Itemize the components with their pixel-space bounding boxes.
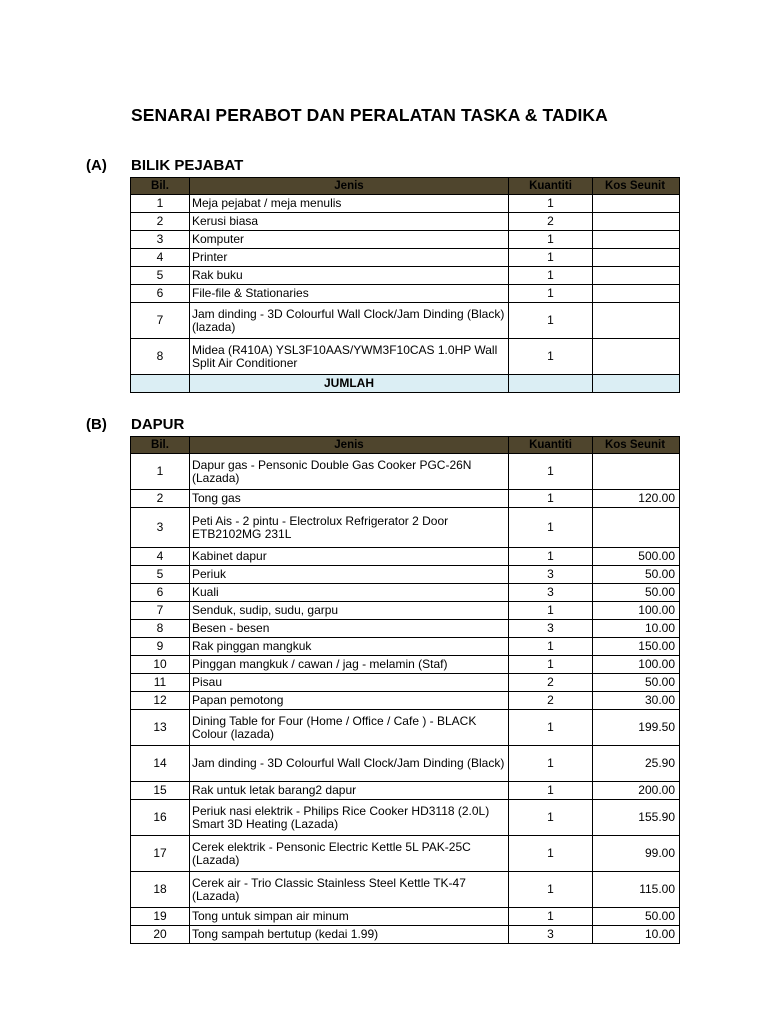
cell-jenis: Meja pejabat / meja menulis bbox=[190, 195, 509, 213]
cell-kos: 10.00 bbox=[593, 620, 680, 638]
cell-kuantiti: 1 bbox=[509, 195, 593, 213]
header-kuantiti: Kuantiti bbox=[509, 437, 593, 454]
cell-bil: 18 bbox=[131, 872, 190, 908]
cell-kuantiti: 1 bbox=[509, 638, 593, 656]
cell-kos: 200.00 bbox=[593, 782, 680, 800]
table-row bbox=[131, 249, 680, 267]
cell-bil: 2 bbox=[131, 213, 190, 231]
cell-bil: 10 bbox=[131, 656, 190, 674]
cell-kos: 199.50 bbox=[593, 710, 680, 746]
cell-jenis: Peti Ais - 2 pintu - Electrolux Refrigerator 2 Door ETB2102MG 231L bbox=[190, 508, 509, 548]
cell-jenis: Pisau bbox=[190, 674, 509, 692]
cell-bil: 19 bbox=[131, 908, 190, 926]
cell-jenis: Rak untuk letak barang2 dapur bbox=[190, 782, 509, 800]
cell-kos: 100.00 bbox=[593, 602, 680, 620]
cell-bil: 13 bbox=[131, 710, 190, 746]
cell-jenis: File-file & Stationaries bbox=[190, 285, 509, 303]
header-bil: Bil. bbox=[131, 437, 190, 454]
section-a-title: BILIK PEJABAT bbox=[131, 157, 244, 174]
cell-jenis: Kerusi biasa bbox=[190, 213, 509, 231]
header-bil: Bil. bbox=[131, 178, 190, 195]
cell-kos bbox=[593, 508, 680, 548]
cell-kos: 50.00 bbox=[593, 674, 680, 692]
cell-kuantiti: 1 bbox=[509, 454, 593, 490]
table-row bbox=[131, 231, 680, 249]
cell-jenis: Tong sampah bertutup (kedai 1.99) bbox=[190, 926, 509, 944]
cell-kos bbox=[593, 285, 680, 303]
cell-bil: 11 bbox=[131, 674, 190, 692]
cell-jenis: Dining Table for Four (Home / Office / Cafe ) - BLACK Colour (lazada) bbox=[190, 710, 509, 746]
cell-kuantiti: 1 bbox=[509, 656, 593, 674]
cell-kuantiti: 3 bbox=[509, 926, 593, 944]
cell-jenis: Printer bbox=[190, 249, 509, 267]
table-row bbox=[131, 195, 680, 213]
cell-jenis: Kuali bbox=[190, 584, 509, 602]
table-row bbox=[131, 454, 680, 490]
cell-kuantiti: 1 bbox=[509, 303, 593, 339]
table-header-row bbox=[131, 437, 680, 454]
cell-kuantiti: 1 bbox=[509, 782, 593, 800]
cell-kuantiti: 1 bbox=[509, 548, 593, 566]
cell-bil: 4 bbox=[131, 548, 190, 566]
cell-jenis: Senduk, sudip, sudu, garpu bbox=[190, 602, 509, 620]
cell-kos: 120.00 bbox=[593, 490, 680, 508]
table-row bbox=[131, 800, 680, 836]
cell-bil: 1 bbox=[131, 454, 190, 490]
cell-kuantiti: 1 bbox=[509, 285, 593, 303]
cell-kos: 150.00 bbox=[593, 638, 680, 656]
cell-kuantiti: 3 bbox=[509, 566, 593, 584]
cell-jenis: Papan pemotong bbox=[190, 692, 509, 710]
cell-bil: 5 bbox=[131, 267, 190, 285]
cell-jenis: Jam dinding - 3D Colourful Wall Clock/Jam Dinding (Black) (lazada) bbox=[190, 303, 509, 339]
cell-bil: 1 bbox=[131, 195, 190, 213]
cell-kos bbox=[593, 339, 680, 375]
table-dapur bbox=[130, 436, 680, 944]
cell-kuantiti: 2 bbox=[509, 213, 593, 231]
total-label: JUMLAH bbox=[190, 375, 509, 393]
cell-kos: 115.00 bbox=[593, 872, 680, 908]
table-row bbox=[131, 638, 680, 656]
cell-bil: 3 bbox=[131, 231, 190, 249]
cell-kuantiti: 2 bbox=[509, 692, 593, 710]
cell-kuantiti: 1 bbox=[509, 267, 593, 285]
cell-jenis: Besen - besen bbox=[190, 620, 509, 638]
table-row bbox=[131, 692, 680, 710]
table-header-row bbox=[131, 178, 680, 195]
cell-kos: 30.00 bbox=[593, 692, 680, 710]
cell-kuantiti: 2 bbox=[509, 674, 593, 692]
table-row bbox=[131, 508, 680, 548]
cell-bil: 8 bbox=[131, 620, 190, 638]
cell-kuantiti: 1 bbox=[509, 490, 593, 508]
cell-jenis: Periuk nasi elektrik - Philips Rice Cooker HD3118 (2.0L) Smart 3D Heating (Lazada) bbox=[190, 800, 509, 836]
table-row bbox=[131, 746, 680, 782]
cell-jenis: Jam dinding - 3D Colourful Wall Clock/Jam Dinding (Black) bbox=[190, 746, 509, 782]
cell-kuantiti: 1 bbox=[509, 508, 593, 548]
cell-jenis: Tong untuk simpan air minum bbox=[190, 908, 509, 926]
cell-kos: 50.00 bbox=[593, 584, 680, 602]
cell-jenis: Kabinet dapur bbox=[190, 548, 509, 566]
cell-bil: 17 bbox=[131, 836, 190, 872]
table-row bbox=[131, 674, 680, 692]
section-b-label: (B) bbox=[86, 416, 107, 433]
table-row bbox=[131, 548, 680, 566]
table-row bbox=[131, 602, 680, 620]
cell-kos: 10.00 bbox=[593, 926, 680, 944]
cell-kuantiti: 1 bbox=[509, 800, 593, 836]
table-row bbox=[131, 490, 680, 508]
cell-bil: 9 bbox=[131, 638, 190, 656]
table-row bbox=[131, 339, 680, 375]
cell-kuantiti: 1 bbox=[509, 746, 593, 782]
cell-kos bbox=[593, 303, 680, 339]
cell-jenis: Dapur gas - Pensonic Double Gas Cooker PGC-26N (Lazada) bbox=[190, 454, 509, 490]
table-row bbox=[131, 656, 680, 674]
cell-bil: 20 bbox=[131, 926, 190, 944]
cell-bil: 3 bbox=[131, 508, 190, 548]
table-row bbox=[131, 872, 680, 908]
cell-kuantiti: 1 bbox=[509, 339, 593, 375]
cell-bil: 14 bbox=[131, 746, 190, 782]
cell-kuantiti: 1 bbox=[509, 710, 593, 746]
cell-kos: 50.00 bbox=[593, 908, 680, 926]
table-row bbox=[131, 926, 680, 944]
cell-kos: 50.00 bbox=[593, 566, 680, 584]
cell-kos bbox=[593, 249, 680, 267]
cell-bil: 7 bbox=[131, 602, 190, 620]
table-row bbox=[131, 566, 680, 584]
table-bilik-pejabat bbox=[130, 177, 680, 393]
cell-kos bbox=[593, 195, 680, 213]
cell-kos bbox=[593, 231, 680, 249]
cell-jenis: Cerek elektrik - Pensonic Electric Kettle 5L PAK-25C (Lazada) bbox=[190, 836, 509, 872]
cell-jenis: Rak pinggan mangkuk bbox=[190, 638, 509, 656]
cell-bil: 6 bbox=[131, 285, 190, 303]
cell-kuantiti: 3 bbox=[509, 584, 593, 602]
table-row bbox=[131, 584, 680, 602]
cell-kuantiti: 1 bbox=[509, 836, 593, 872]
cell-bil: 7 bbox=[131, 303, 190, 339]
total-empty-cell bbox=[593, 375, 680, 393]
cell-kuantiti: 1 bbox=[509, 872, 593, 908]
table-row bbox=[131, 908, 680, 926]
cell-kos: 100.00 bbox=[593, 656, 680, 674]
cell-bil: 8 bbox=[131, 339, 190, 375]
cell-jenis: Rak buku bbox=[190, 267, 509, 285]
table-row bbox=[131, 836, 680, 872]
cell-kuantiti: 1 bbox=[509, 908, 593, 926]
cell-kos bbox=[593, 213, 680, 231]
cell-jenis: Tong gas bbox=[190, 490, 509, 508]
cell-kos bbox=[593, 267, 680, 285]
header-kos-seunit: Kos Seunit bbox=[593, 437, 680, 454]
cell-bil: 2 bbox=[131, 490, 190, 508]
table-row bbox=[131, 620, 680, 638]
cell-bil: 4 bbox=[131, 249, 190, 267]
section-a-label: (A) bbox=[86, 157, 107, 174]
table-row bbox=[131, 303, 680, 339]
cell-kuantiti: 3 bbox=[509, 620, 593, 638]
cell-kuantiti: 1 bbox=[509, 602, 593, 620]
header-jenis: Jenis bbox=[190, 437, 509, 454]
table-row bbox=[131, 710, 680, 746]
table-row bbox=[131, 782, 680, 800]
header-kos-seunit: Kos Seunit bbox=[593, 178, 680, 195]
cell-kos: 99.00 bbox=[593, 836, 680, 872]
header-jenis: Jenis bbox=[190, 178, 509, 195]
header-kuantiti: Kuantiti bbox=[509, 178, 593, 195]
cell-bil: 16 bbox=[131, 800, 190, 836]
cell-kos bbox=[593, 454, 680, 490]
page-title: SENARAI PERABOT DAN PERALATAN TASKA & TADIKA bbox=[131, 105, 608, 125]
cell-jenis: Komputer bbox=[190, 231, 509, 249]
cell-bil: 12 bbox=[131, 692, 190, 710]
section-b-title: DAPUR bbox=[131, 416, 185, 433]
table-row bbox=[131, 267, 680, 285]
cell-jenis: Cerek air - Trio Classic Stainless Steel Kettle TK-47 (Lazada) bbox=[190, 872, 509, 908]
cell-kuantiti: 1 bbox=[509, 231, 593, 249]
cell-kos: 25.90 bbox=[593, 746, 680, 782]
cell-kos: 500.00 bbox=[593, 548, 680, 566]
cell-bil: 5 bbox=[131, 566, 190, 584]
total-row bbox=[131, 375, 680, 393]
total-empty-cell bbox=[131, 375, 190, 393]
table-row bbox=[131, 285, 680, 303]
cell-jenis: Pinggan mangkuk / cawan / jag - melamin (Staf) bbox=[190, 656, 509, 674]
cell-kuantiti: 1 bbox=[509, 249, 593, 267]
table-row bbox=[131, 213, 680, 231]
cell-jenis: Periuk bbox=[190, 566, 509, 584]
total-empty-cell bbox=[509, 375, 593, 393]
cell-bil: 15 bbox=[131, 782, 190, 800]
cell-jenis: Midea (R410A) YSL3F10AAS/YWM3F10CAS 1.0HP Wall Split Air Conditioner bbox=[190, 339, 509, 375]
cell-kos: 155.90 bbox=[593, 800, 680, 836]
cell-bil: 6 bbox=[131, 584, 190, 602]
